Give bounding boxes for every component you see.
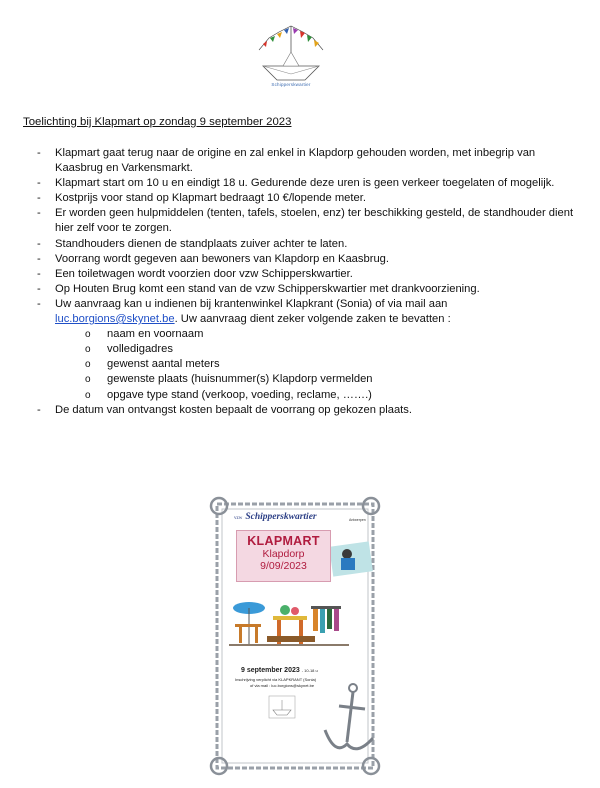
request-intro: Uw aanvraag kan u indienen bij krantenwinkel Klapkrant (Sonia) of via mail aan [55,297,448,310]
poster-brand-sub: Antwerpen [349,518,366,522]
list-item [23,282,583,297]
list-item [23,237,583,252]
poster-brand [234,512,364,522]
list-item-text: Klapmart gaat terug naar de origine en zal enkel in Klapdorp gehouden worden, met inbegrip van Kaasbrug en Varkensmarkt. [55,147,536,175]
sub-list-item [55,342,583,357]
circle-bullet: o [85,374,91,386]
poster-bottom-time: - 10-18 u [301,668,318,673]
sub-list-item [55,327,583,342]
list-item-text: De datum van ontvangst kosten bepaalt de voorrang op gekozen plaats. [55,403,412,416]
dash-bullet: - [37,207,41,220]
list-item-text: Er worden geen hulpmiddelen (tenten, tafels, stoelen, enz) ter beschikking gesteld, de standhouder dient hier zelf voor te zorgen. [55,207,574,235]
dash-bullet: - [37,192,41,205]
poster-title: KLAPMART [247,534,320,548]
circle-bullet: o [85,389,91,401]
info-list [23,146,583,418]
dash-bullet: - [37,403,41,416]
list-item [23,146,583,176]
dash-bullet: - [37,297,41,310]
list-item-text: Een toiletwagen wordt voorzien door vzw Schipperskwartier. [55,267,353,280]
sub-item-text: volledigadres [107,343,173,356]
klapmart-poster [207,494,383,778]
sub-item-text: naam en voornaam [107,328,204,341]
list-item-request [23,297,583,403]
poster-brand-name: Schipperskwartier [245,512,317,522]
poster-title-box [236,530,331,582]
dash-bullet: - [37,282,41,295]
poster-bottom-date [241,667,318,674]
list-item [23,206,583,236]
poster-place: Klapdorp [262,548,305,560]
list-item [23,252,583,267]
poster-brand-prefix: vzw [234,516,243,521]
list-item-text: Op Houten Brug komt een stand van de vzw Schipperskwartier met drankvoorziening. [55,282,480,295]
circle-bullet: o [85,359,91,371]
list-item [23,191,583,206]
sub-item-text: gewenst aantal meters [107,358,220,371]
poster-date: 9/09/2023 [260,560,307,572]
dash-bullet: - [37,252,41,265]
logo-caption: Schipperskwartier [271,82,311,87]
sub-item-text: gewenste plaats (huisnummer(s) Klapdorp vermelden [107,373,373,386]
request-after: . Uw aanvraag dient zeker volgende zaken te bevatten : [174,313,451,326]
sub-list-item [55,372,583,387]
requirements-list [55,327,583,402]
circle-bullet: o [85,329,91,341]
sub-list-item [55,388,583,403]
list-item [23,176,583,191]
poster-registration-line: Inschrijving verplicht via KLAPKRANT (Sonia) [235,677,317,682]
list-item [23,267,583,282]
list-item [23,403,583,418]
list-item-text: Kostprijs voor stand op Klapmart bedraagt 10 €/lopende meter. [55,192,366,205]
list-item-text: Klapmart start om 10 u en eindigt 18 u. Gedurende deze uren is geen verkeer toegelaten of mogelijk. [55,177,555,190]
poster-bottom-date-text: 9 september 2023 [241,667,300,674]
page-title: Toelichting bij Klapmart op zondag 9 september 2023 [23,116,292,128]
list-item-text: Voorrang wordt gegeven aan bewoners van Klapdorp en Kaasbrug. [55,252,389,265]
dash-bullet: - [37,177,41,190]
dash-bullet: - [37,237,41,250]
list-item-text: Standhouders dienen de standplaats zuiver achter te laten. [55,237,348,250]
dash-bullet: - [37,147,41,159]
email-link[interactable]: luc.borgions@skynet.be [55,313,175,326]
dash-bullet: - [37,267,41,280]
sub-list-item [55,357,583,372]
circle-bullet: o [85,344,91,356]
poster-mail-line: of via mail : luc.borgions@skynet.be [250,683,315,688]
sub-item-text: opgave type stand (verkoop, voeding, reclame, …….) [107,388,372,401]
